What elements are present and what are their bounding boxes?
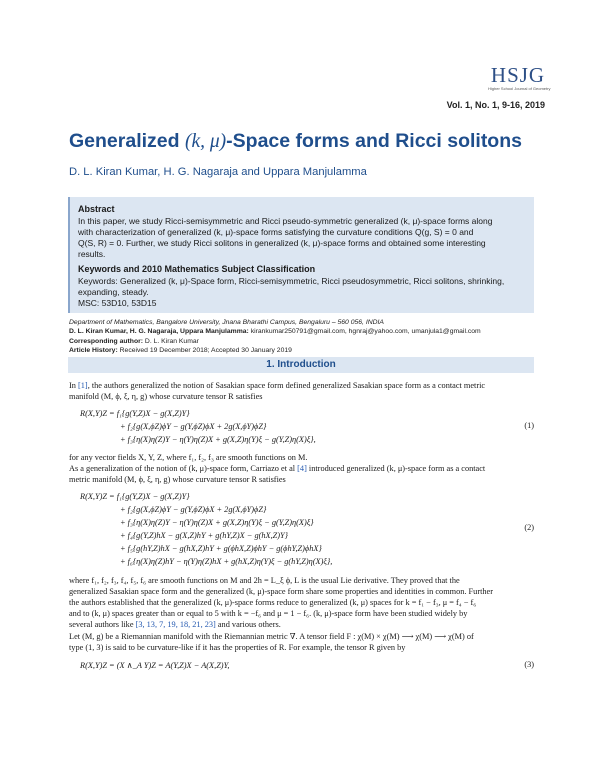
corresponding-label: Corresponding author: [69,337,144,345]
p3-line-5 [69,619,281,630]
volume-line: Vol. 1, No. 1, 9-16, 2019 [446,100,545,110]
abstract-line-2: with characterization of generalized (k, μ)-space forms satisfying the curvature conditions Q(g, S) = 0 and [78,227,474,237]
corresponding-line [69,337,535,346]
eq2-line-5: + f₅{g(hY,Z)hX − g(hX,Z)hY + g(ϕhX,Z)ϕhY − g(ϕhY,Z)ϕhX} [120,544,322,553]
eq1-line-1: R(X,Y)Z = f₁{g(Y,Z)X − g(X,Z)Y} [80,409,190,418]
section-title: 1. Introduction [266,359,336,370]
p2-line-2 [69,463,485,474]
emails: kirankumar250791@gmail.com, hgnraj@yahoo.com, umanjula1@gmail.com [250,328,481,336]
eq1-number: (1) [524,421,534,430]
abstract-line-4: results. [78,249,106,259]
p1-text-b: , the authors generalized the notion of Sasakian space form defined generalized Sasakian space form as a contact metric [87,381,486,390]
history: Received 19 December 2018; Accepted 30 January 2019 [119,346,292,354]
eq2-number: (2) [524,523,534,532]
emails-line [69,327,535,336]
department: Department of Mathematics, Bangalore University, Jnana Bharathi Campus, Bengaluru – 560 056, INDIA [69,319,384,326]
abstract-box [68,197,534,313]
abstract-line-3: Q(S, R) = 0. Further, we study Ricci solitons in generalized (k, μ)-space forms and obtained some interesting [78,238,486,248]
abstract-heading: Abstract [78,204,115,214]
eq1-line-3: + f₃{η(X)η(Z)Y − η(Y)η(Z)X + g(X,Z)η(Y)ξ − g(Y,Z)η(X)ξ}, [120,435,316,444]
keywords-line-2: expanding, steady. [78,287,149,297]
p3-line-3: the authors established that the generalized (k, μ)-space forms reduce to generalized (k, μ) spaces for k = f₁ − f₃, μ = f₄ − f₆ [69,598,477,607]
p3-line-4: and to (k, μ) spaces greater than or equal to 5 with k = −f₆ and μ = 1 − f₆. (k, μ)-space form have been studied widely by [69,609,468,618]
p2-text-b: introduced generalized (k, μ)-space form as a contact [306,464,486,473]
eq3-line: R(X,Y)Z = (X ∧_A Y)Z = A(Y,Z)X − A(X,Z)Y, [80,661,230,670]
p3-text-b: and various others. [215,620,281,629]
citation-link[interactable]: [1] [78,381,88,390]
affiliation-block [69,318,535,355]
emails-label: D. L. Kiran Kumar, H. G. Nagaraja, Uppara Manjulamma: [69,328,249,336]
p3-line-1: where f₁, f₂, f₃, f₄, f₅, f₆ are smooth functions on M and 2h = L_ξ ϕ, L is the usual Lie derivative. They proved that the [69,576,460,585]
p3-text-a: several authors like [69,620,136,629]
abstract-line-1: In this paper, we study Ricci-semisymmetric and Ricci pseudo-symmetric generalized (k, μ)-space forms along [78,216,493,226]
eq3-number: (3) [524,660,534,669]
history-label: Article History: [69,346,118,354]
p3-line-2: generalized Sasakian space form and the generalized (k, μ)-space form share some properties and identities in common. Further [69,587,493,596]
eq2-line-3: + f₃{η(X)η(Z)Y − η(Y)η(Z)X + g(X,Z)η(Y)ξ − g(Y,Z)η(X)ξ} [120,518,314,527]
eq2-line-6: + f₆{η(X)η(Z)hY − η(Y)η(Z)hX + g(hX,Z)η(Y)ξ − g(hY,Z)η(X)ξ}, [120,557,333,566]
p1-line-2: manifold (M, ϕ, ξ, η, g) whose curvature tensor R satisfies [69,392,263,401]
msc-line: MSC: 53D10, 53D15 [78,298,157,308]
eq1-line-2: + f₂{g(X,ϕZ)ϕY − g(Y,ϕZ)ϕX + 2g(X,ϕY)ϕZ} [120,422,267,431]
eq2-line-4: + f₄{g(Y,Z)hX − g(X,Z)hY + g(hY,Z)X − g(hX,Z)Y} [120,531,288,540]
citation-link[interactable]: [4] [297,464,307,473]
p2-line-3: metric manifold (M, ϕ, ξ, η, g) whose curvature tensor R satisfies [69,475,286,484]
keywords-line-1: Keywords: Generalized (k, μ)-Space form, Ricci-semisymmetric, Ricci pseudosymmetric, Ricci solitons, shrinking, [78,276,505,286]
corresponding-author: D. L. Kiran Kumar [144,337,199,345]
logo-mark: HSJG [490,63,546,87]
p4-line-1: Let (M, g) be a Riemannian manifold with the Riemannian metric ∇. A tensor field F : χ(M) × χ(M) ⟶ χ(M) ⟶ χ(M) of [69,632,474,641]
p2-line-1: for any vector fields X, Y, Z, where f₁, f₂, f₃ are smooth functions on M. [69,453,308,462]
p2-text-a: As a generalization of the notion of (k, μ)-space form, Carriazo et al [69,464,298,473]
title-post: -Space forms and Ricci solitons [226,130,522,152]
author-list: D. L. Kiran Kumar, H. G. Nagaraja and Uppara Manjulamma [69,166,367,178]
citation-links[interactable]: [3, 13, 7, 19, 18, 21, 23] [135,620,216,629]
logo-subtitle: Higher School Journal of Geometry [488,86,551,91]
eq2-line-2: + f₂{g(X,ϕZ)ϕY − g(Y,ϕZ)ϕX + 2g(X,ϕY)ϕZ} [120,505,267,514]
history-line [69,346,535,355]
paper-title [69,130,522,153]
eq2-line-1: R(X,Y)Z = f₁{g(Y,Z)X − g(X,Z)Y} [80,492,190,501]
p1-text-a: In [69,381,78,390]
journal-logo [488,63,551,98]
p1-line-1 [69,380,485,391]
keywords-heading: Keywords and 2010 Mathematics Subject Classification [78,264,316,274]
title-pre: Generalized [69,130,185,152]
p4-line-2: type (1, 3) is said to be curvature-like if it has the properties of R. For example, the tensor R given by [69,643,406,652]
title-math: (k, μ) [184,131,227,152]
